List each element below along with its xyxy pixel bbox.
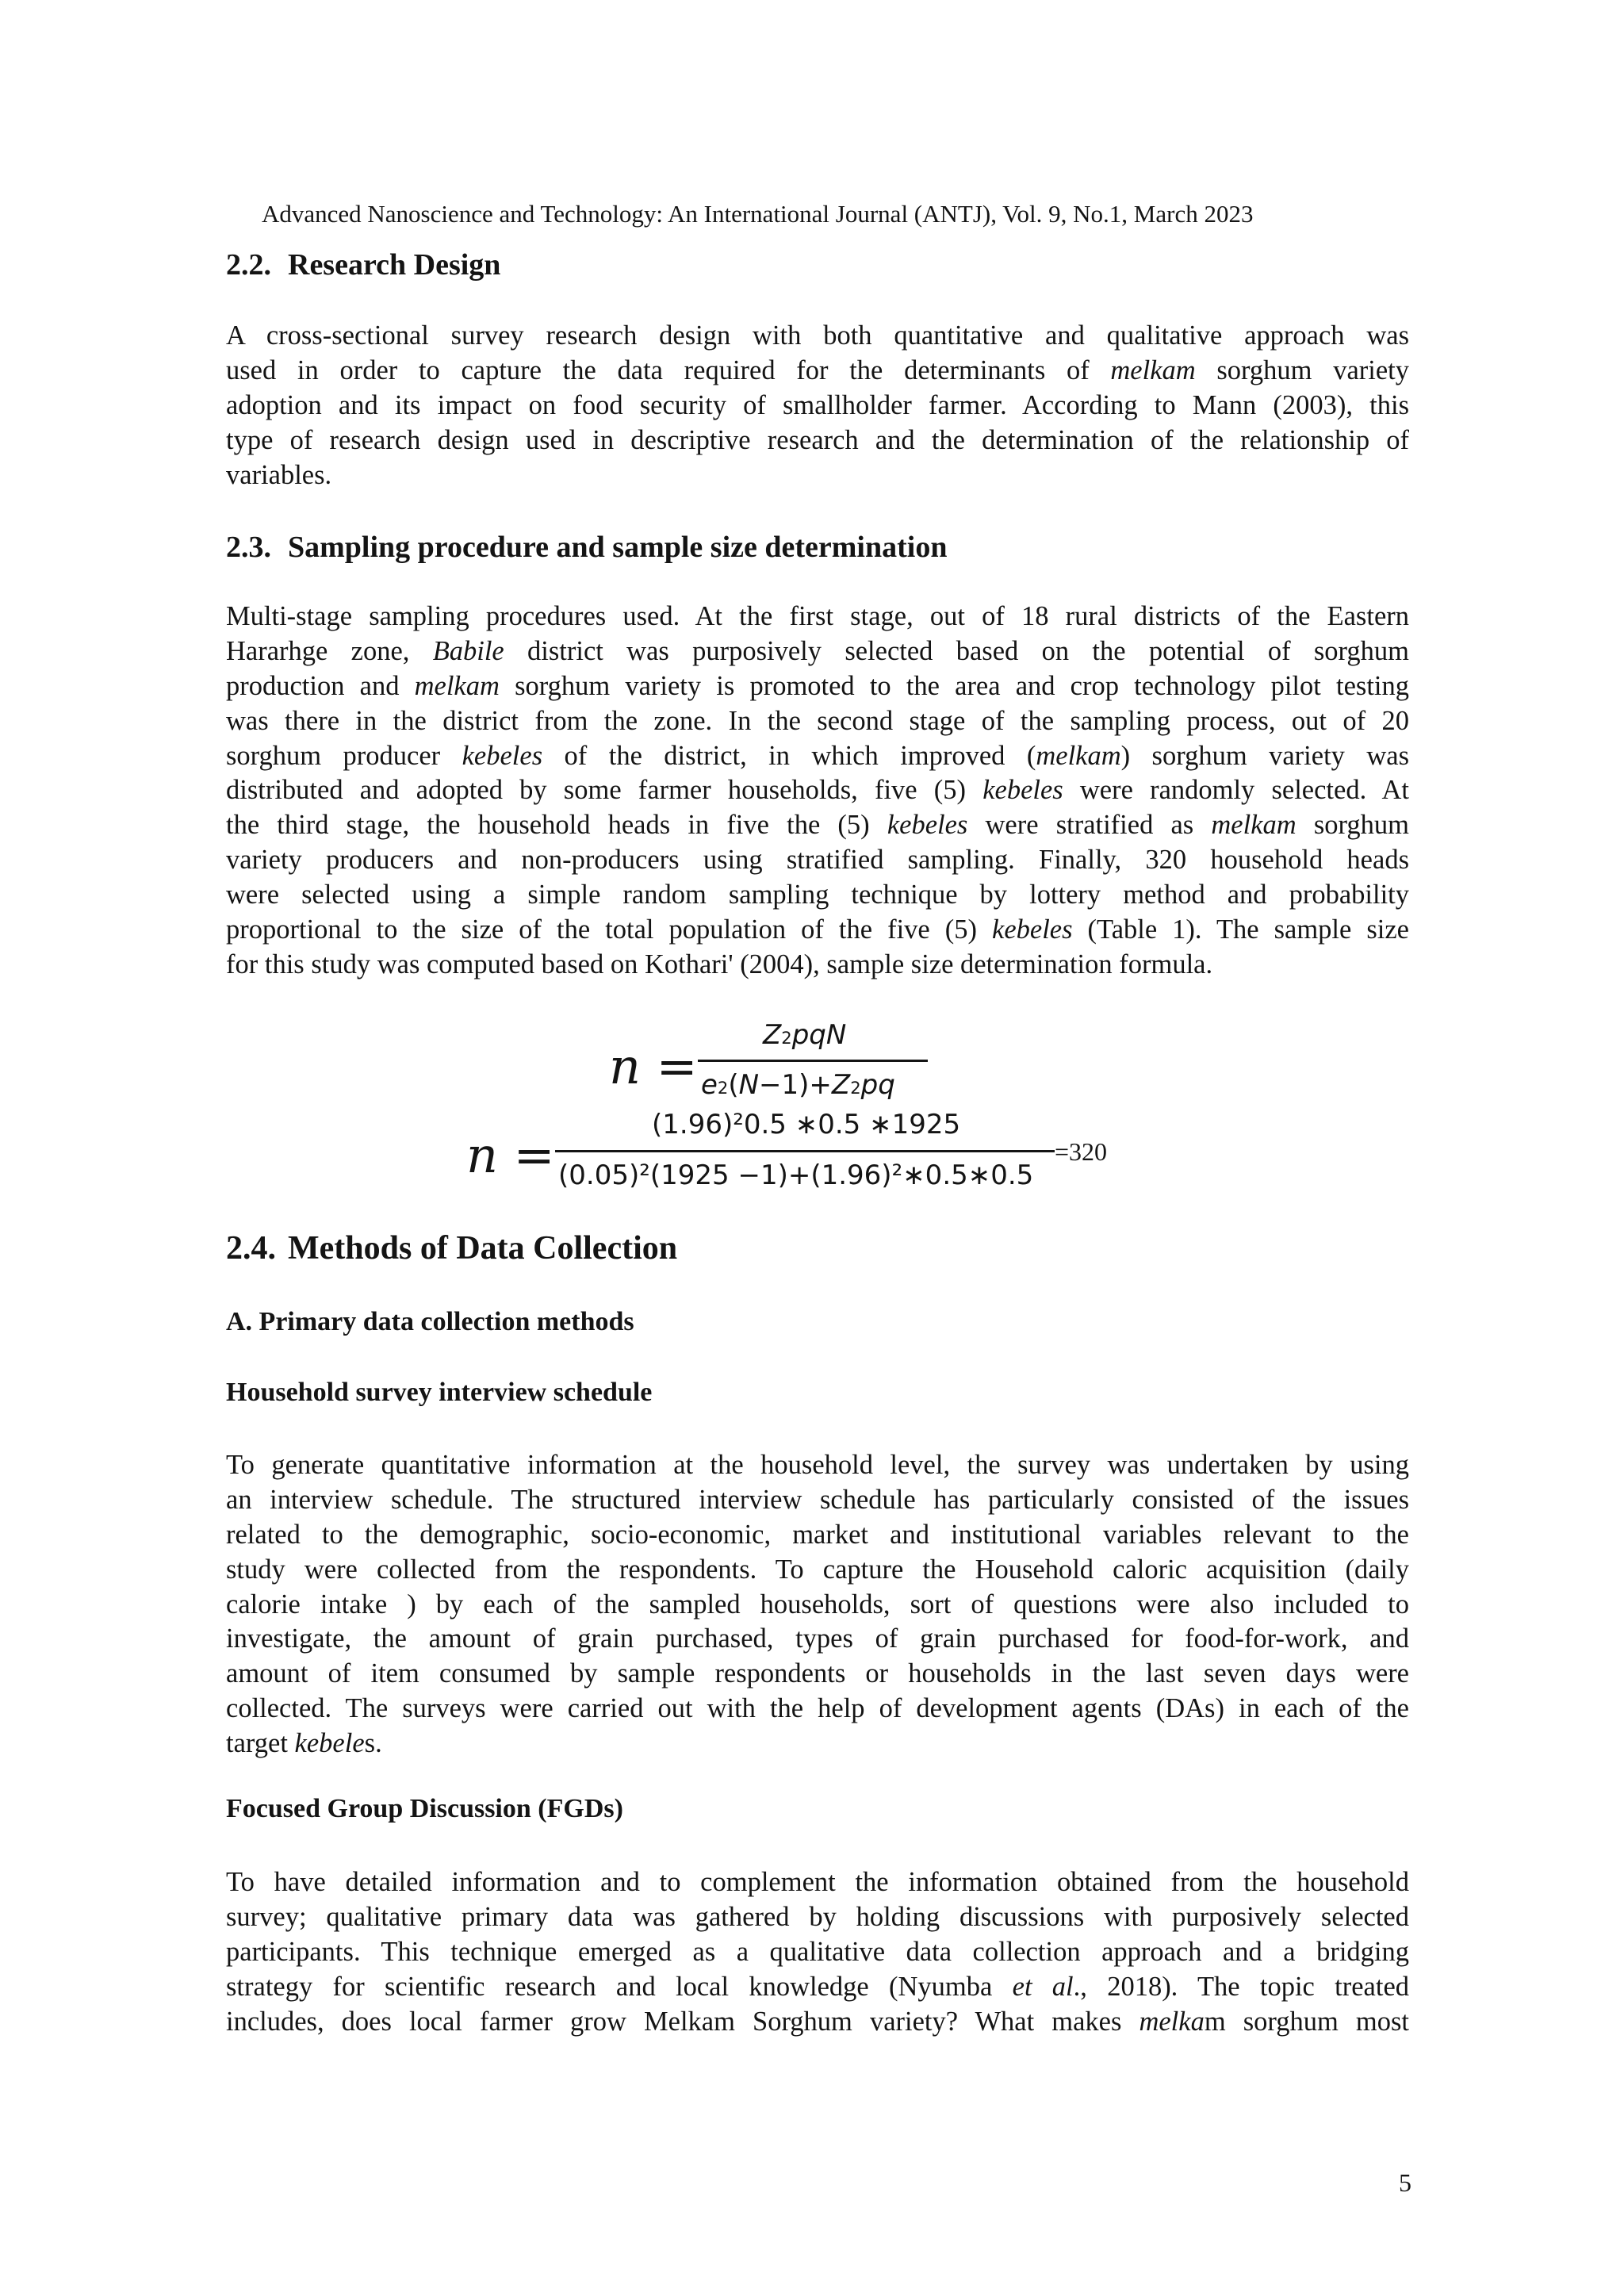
fraction-bar xyxy=(555,1150,1055,1152)
paragraph-household-survey xyxy=(226,1448,1409,1761)
paragraph-fgd xyxy=(226,1865,1409,2039)
formula-denominator: (0.05)²(1925 −1)+(1.96)²∗0.5∗0.5 xyxy=(558,1159,1034,1191)
text-line: proportional to the size of the total population of the five (5) kebeles (Table 1). The sample size xyxy=(226,914,1409,945)
text-line: target kebeles. xyxy=(226,1728,382,1759)
text-line: distributed and adopted by some farmer households, five (5) kebeles were randomly selected. At xyxy=(226,775,1409,806)
text-line: sorghum producer kebeles of the district, in which improved (melkam) sorghum variety was xyxy=(226,740,1409,771)
text-line: variety producers and non-producers using stratified sampling. Finally, 320 household heads xyxy=(226,845,1409,876)
text-line: To have detailed information and to complement the information obtained from the household xyxy=(226,1867,1409,1897)
paragraph-research-design xyxy=(226,319,1409,493)
text-line: Multi-stage sampling procedures used. At the first stage, out of 18 rural districts of the Eastern xyxy=(226,601,1409,631)
formula-denominator: $e^2(N-1)+Z^2pq$ xyxy=(701,1069,895,1101)
text-line: the third stage, the household heads in five the (5) kebeles were stratified as melkam sorghum xyxy=(226,810,1409,841)
text-line: strategy for scientific research and local knowledge (Nyumba et al., 2018). The topic treated xyxy=(226,1971,1410,2002)
text-line: for this study was computed based on Kothari' (2004), sample size determination formula. xyxy=(226,949,1213,979)
text-line: production and melkam sorghum variety is promoted to the area and crop technology pilot testing xyxy=(226,670,1409,701)
text-line: type of research design used in descriptive research and the determination of the relationship of xyxy=(226,424,1409,455)
text-line: includes, does local farmer grow Melkam Sorghum variety? What makes melkam sorghum most xyxy=(226,2006,1409,2037)
paragraph-sampling xyxy=(226,600,1409,983)
fraction-bar xyxy=(698,1060,928,1062)
section-number: 2.3. xyxy=(226,531,271,564)
text-line: used in order to capture the data required for the determinants of melkam sorghum variety xyxy=(226,355,1409,385)
text-line: survey; qualitative primary data was gathered by holding discussions with purposively selected xyxy=(226,1901,1409,1932)
text-line: were selected using a simple random sampling technique by lottery method and probability xyxy=(226,880,1409,910)
text-line: amount of item consumed by sample respondents or households in the last seven days were xyxy=(226,1658,1409,1689)
text-line: investigate, the amount of grain purchased, types of grain purchased for food-for-work, and xyxy=(226,1623,1409,1654)
section-heading-2-4 xyxy=(226,1229,677,1267)
text-line: study were collected from the respondents. To capture the Household caloric acquisition (daily xyxy=(226,1554,1409,1585)
section-title: Methods of Data Collection xyxy=(288,1230,678,1267)
section-heading-2-2 xyxy=(226,247,500,282)
text-line: To generate quantitative information at the household level, the survey was undertaken by using xyxy=(226,1450,1409,1480)
section-number: 2.4. xyxy=(226,1230,276,1267)
section-heading-2-3 xyxy=(226,530,947,565)
subheading-primary-data: A. Primary data collection methods xyxy=(226,1307,634,1336)
text-line: related to the demographic, socio-economic, market and institutional variables relevant to the xyxy=(226,1519,1409,1550)
text-line: participants. This technique emerged as a qualitative data collection approach and a bridging xyxy=(226,1936,1409,1967)
text-line: Hararhge zone, Babile district was purposively selected based on the potential of sorghum xyxy=(226,635,1409,666)
subheading-household-survey: Household survey interview schedule xyxy=(226,1378,653,1407)
formula-lhs: n = xyxy=(609,1037,698,1095)
text-line: an interview schedule. The structured interview schedule has particularly consisted of the issues xyxy=(226,1484,1409,1515)
text-line: calorie intake ) by each of the sampled households, sort of questions were also included to xyxy=(226,1589,1409,1619)
section-number: 2.2. xyxy=(226,248,271,282)
subheading-fgd: Focused Group Discussion (FGDs) xyxy=(226,1794,623,1823)
text-line: adoption and its impact on food security of smallholder farmer. According to Mann (2003), this xyxy=(226,389,1409,420)
section-title: Sampling procedure and sample size determination xyxy=(288,531,948,564)
formula-lhs: n = xyxy=(466,1126,555,1184)
text-line: collected. The surveys were carried out with the help of development agents (DAs) in each of the xyxy=(226,1693,1409,1724)
text-line: was there in the district from the zone. In the second stage of the sampling process, out of 20 xyxy=(226,705,1409,736)
formula-numerator: (1.96)²0.5 ∗0.5 ∗1925 xyxy=(652,1109,961,1140)
page-number: 5 xyxy=(1399,2168,1411,2197)
formula-result: =320 xyxy=(1055,1137,1108,1166)
formula-numerator: $Z^2pqN$ xyxy=(763,1019,847,1051)
running-header: Advanced Nanoscience and Technology: An International Journal (ANTJ), Vol. 9, No.1, March 2023 xyxy=(262,200,1254,228)
text-line: variables. xyxy=(226,459,332,490)
text-line: A cross-sectional survey research design with both quantitative and qualitative approach was xyxy=(226,320,1409,351)
section-title: Research Design xyxy=(288,248,501,282)
